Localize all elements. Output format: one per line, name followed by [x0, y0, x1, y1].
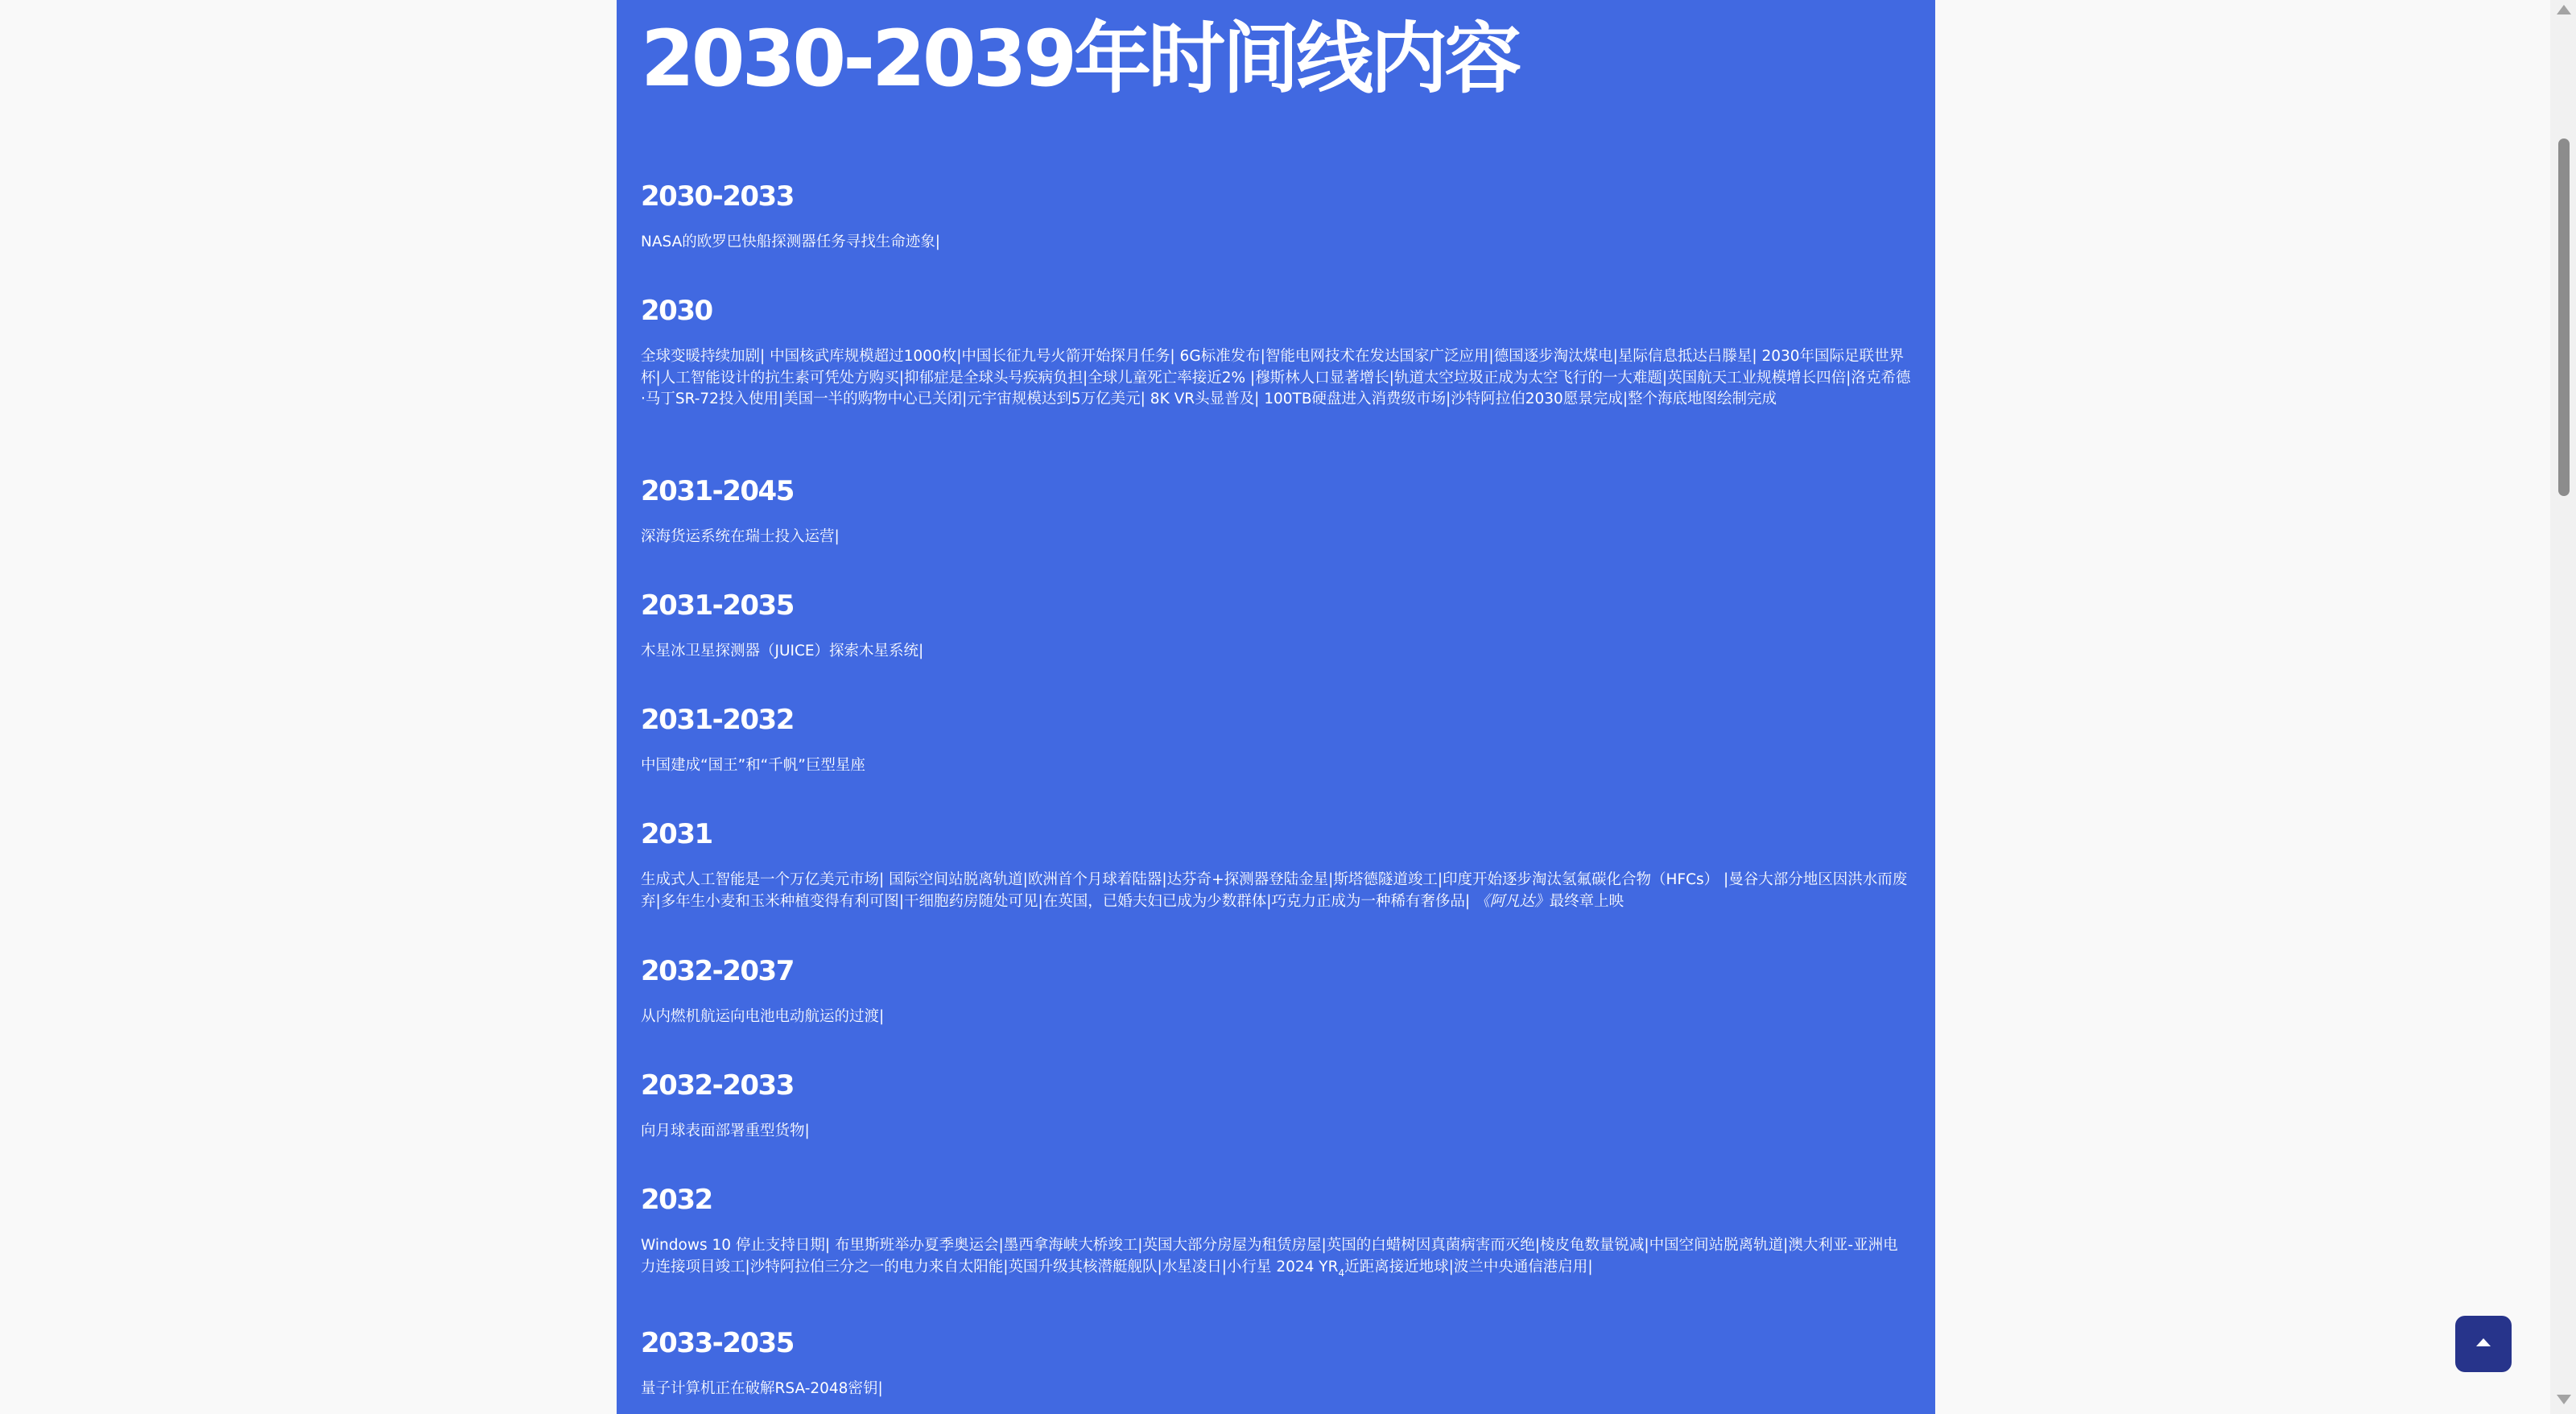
page-title: 2030-2039年时间线内容	[641, 14, 1519, 104]
entry-text: 向月球表面部署重型货物|	[641, 1123, 810, 1139]
entry-heading: 2032	[641, 1184, 712, 1216]
timeline-entry	[641, 588, 1913, 663]
entry-text-tail: 近距离接近地球|波兰中央通信港启用|	[1344, 1258, 1593, 1275]
entry-heading: 2031-2032	[641, 704, 794, 736]
timeline-entry	[641, 1182, 1913, 1284]
entry-heading: 2030-2033	[641, 180, 794, 213]
entry-heading: 2032-2037	[641, 955, 794, 987]
timeline-entry	[641, 293, 1913, 411]
scroll-down-arrow-icon[interactable]	[2557, 1395, 2571, 1404]
entry-text: NASA的欧罗巴快船探测器任务寻找生命迹象|	[641, 234, 940, 250]
entry-text	[641, 1235, 1913, 1284]
scroll-up-arrow-icon[interactable]	[2557, 5, 2571, 14]
entry-text: 全球变暖持续加剧| 中国核武库规模超过1000枚|中国长征九号火箭开始探月任务| 6G标准发布|智能电网技术在发达国家广泛应用|德国逐步淘汰煤电|星际信息抵达吕滕星| 2030年国际足联世界杯|人工智能设计的抗生素可凭处方购买|抑郁症是全球头号疾病负担|全球儿童死亡率接近2% |穆斯林人口显著增长|轨道太空垃圾正成为太空飞行的一大难题|英国航天工业规模增长四倍|洛克希德·马丁SR-72投入使用|美国一半的购物中心已关闭|元宇宙规模达到5万亿美元| 8K VR头显普及| 100TB硬盘进入消费级市场|沙特阿拉伯2030愿景完成|整个海底地图绘制完成	[641, 348, 1911, 407]
timeline-entry	[641, 702, 1913, 777]
entry-text-main: 生成式人工智能是一个万亿美元市场| 国际空间站脱离轨道|欧洲首个月球着陆器|达芬奇+探测器登陆金星|斯塔德隧道竣工|印度开始逐步淘汰氢氟碳化合物（HFCs） |曼谷大部分地区因洪水而废弃|多年生小麦和玉米种植变得有利可图|干细胞药房随处可见|在英国，已婚夫妇已成为少数群体|巧克力正成为一种稀有奢侈品|	[641, 871, 1908, 910]
entry-text	[641, 870, 1913, 912]
timeline-entry	[641, 1325, 1913, 1400]
timeline-entry	[641, 473, 1913, 548]
entry-heading: 2031-2035	[641, 589, 794, 622]
arrow-up-icon	[2476, 1338, 2491, 1346]
entry-heading: 2031	[641, 818, 712, 850]
timeline-entry	[641, 953, 1913, 1028]
back-to-top-button[interactable]	[2455, 1316, 2512, 1372]
entry-heading: 2032-2033	[641, 1069, 794, 1102]
entry-text-subscript: 4	[1338, 1267, 1345, 1279]
entry-heading: 2030	[641, 295, 712, 327]
entry-text-main: Windows 10 停止支持日期| 布里斯班举办夏季奥运会|墨西拿海峡大桥竣工|英国大部分房屋为租赁房屋|英国的白蜡树因真菌病害而灭绝|棱皮龟数量锐减|中国空间站脱离轨道|澳大利亚-亚洲电力连接项目竣工|沙特阿拉伯三分之一的电力来自太阳能|英国升级其核潜艇舰队|水星凌日|小行星 2024 YR	[641, 1237, 1898, 1275]
entry-text: 深海货运系统在瑞士投入运营|	[641, 528, 840, 545]
entry-text-tail: 最终章上映	[1549, 892, 1624, 910]
main-content	[641, 0, 1913, 1397]
entry-text: 从内燃机航运向电池电动航运的过渡|	[641, 1008, 885, 1025]
vertical-scrollbar[interactable]	[2550, 0, 2576, 1414]
timeline-page	[617, 0, 1935, 1414]
timeline-entry	[641, 817, 1913, 912]
entry-heading: 2033-2035	[641, 1327, 794, 1359]
entry-heading: 2031-2045	[641, 475, 794, 507]
entry-text: 量子计算机正在破解RSA-2048密钥|	[641, 1380, 883, 1397]
entry-text-italic: 《阿凡达》	[1475, 892, 1550, 910]
scrollbar-thumb[interactable]	[2558, 139, 2570, 496]
timeline-entry	[641, 1068, 1913, 1143]
timeline-entry	[641, 179, 1913, 254]
entry-text: 中国建成“国王”和“千帆”巨型星座	[641, 757, 865, 774]
entry-text: 木星冰卫星探测器（JUICE）探索木星系统|	[641, 643, 924, 659]
